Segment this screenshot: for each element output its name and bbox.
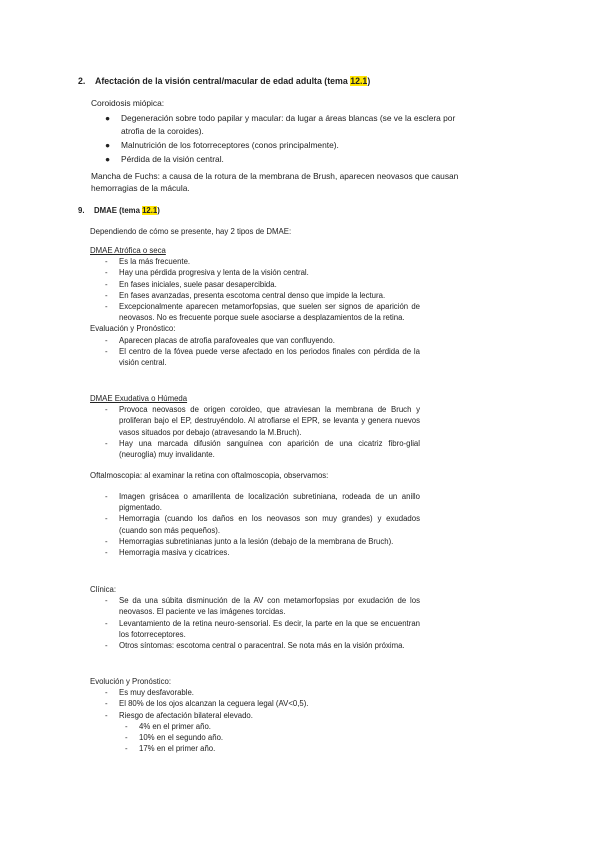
- dash-icon: -: [125, 721, 128, 731]
- exudativa-list: [90, 404, 420, 460]
- list-item: [90, 335, 420, 346]
- list-item-text: 17% en el primer año.: [139, 744, 216, 754]
- list-item: [90, 710, 420, 721]
- dash-icon: -: [105, 335, 108, 345]
- section-9-heading: [78, 205, 160, 216]
- coroidosis-list: [91, 112, 463, 166]
- coroidosis-title: Coroidosis miópica:: [91, 98, 165, 108]
- list-item-text: 4% en el primer año.: [139, 721, 211, 731]
- list-item-text: Riesgo de afectación bilateral elevado.: [119, 710, 253, 720]
- section-9-title: DMAE (tema: [94, 206, 143, 215]
- clinica-heading: Clínica:: [90, 585, 116, 594]
- list-item-text: Imagen grisácea o amarillenta de localización subretiniana, rodeada de un anillo pigmentado.: [119, 492, 420, 513]
- list-item-text: 10% en el segundo año.: [139, 733, 224, 743]
- oftalmoscopia-block: [90, 491, 420, 558]
- list-item: [90, 513, 420, 535]
- section-2-number: 2.: [78, 76, 86, 86]
- list-item: [90, 721, 420, 732]
- list-item: [90, 698, 420, 709]
- list-item-text: El centro de la fóvea puede verse afectado en los periodos finales con pérdida de la visión central.: [119, 346, 420, 368]
- evolucion-heading: Evolución y Pronóstico:: [90, 677, 172, 686]
- list-item-text: Degeneración sobre todo papilar y macular: da lugar a áreas blancas (se ve la esclera por atrofia de la coroides).: [121, 113, 456, 136]
- atrofica-heading: DMAE Atrófica o seca: [90, 246, 166, 255]
- dash-icon: -: [105, 618, 108, 628]
- list-item-text: Levantamiento de la retina neuro-sensorial. Es decir, la parte en la que se encuentran los fotorreceptores.: [119, 618, 420, 639]
- list-item: [90, 301, 420, 323]
- list-item: [90, 267, 420, 278]
- dash-icon: -: [105, 699, 108, 709]
- list-item-text: Provoca neovasos de origen coroideo, que atraviesan la membrana de Bruch y proliferan bajo el EP, destruyéndolo. Al atrofiarse el EPR, se levanta y genera nuevos vasos situados por debajo (atravesando la M.Bruch).: [119, 405, 420, 437]
- clinica-list: [90, 595, 420, 651]
- atrofica-eval-heading: Evaluación y Pronóstico:: [90, 324, 176, 334]
- dash-icon: -: [105, 438, 108, 448]
- dash-icon: -: [125, 744, 128, 754]
- list-item-text: Pérdida de la visión central.: [121, 154, 224, 165]
- list-item-text: Otros síntomas: escotoma central o paracentral. Se nota más en la visión próxima.: [119, 641, 405, 651]
- oftalmoscopia-list: [90, 491, 420, 558]
- dash-icon: -: [105, 548, 108, 558]
- list-item: [90, 595, 420, 617]
- list-item: [91, 153, 463, 165]
- list-item: [90, 256, 420, 267]
- list-item-text: Malnutrición de los fotorreceptores (conos principalmente).: [121, 140, 339, 151]
- section-2-tema-highlight: 12.1: [350, 76, 368, 86]
- evolucion-sublist: [90, 721, 420, 755]
- fuchs-paragraph: Mancha de Fuchs: a causa de la rotura de la membrana de Brush, aparecen neovasos que causan hemorragias de la mácula.: [91, 171, 459, 194]
- dash-icon: -: [105, 514, 108, 524]
- list-item-text: El 80% de los ojos alcanzan la ceguera legal (AV<0,5).: [119, 699, 309, 709]
- dash-icon: -: [125, 733, 128, 743]
- section-2-title: Afectación de la visión central/macular de edad adulta (tema: [95, 76, 351, 86]
- list-item: [90, 491, 420, 513]
- exudativa-block: [90, 393, 420, 460]
- dash-icon: -: [105, 302, 108, 312]
- dash-icon: -: [105, 536, 108, 546]
- list-item-text: Aparecen placas de atrofia parafoveales que van confluyendo.: [119, 335, 335, 345]
- section-9-title-close: ): [157, 206, 160, 215]
- list-item-text: Se da una súbita disminución de la AV con metamorfopsias por exudación de los neovasos. El paciente ve las imágenes torcidas.: [119, 596, 420, 617]
- list-item: [90, 279, 420, 290]
- list-item-text: Es muy desfavorable.: [119, 688, 194, 698]
- coroidosis-block: [91, 98, 463, 168]
- list-item: [90, 743, 420, 754]
- section-9-tema-highlight: 12.1: [142, 206, 158, 215]
- section-2-heading: [78, 76, 370, 87]
- bullet-icon: ●: [105, 154, 111, 165]
- dash-icon: -: [105, 268, 108, 278]
- dmae-intro: Dependiendo de cómo se presente, hay 2 tipos de DMAE:: [90, 227, 292, 236]
- oftalmoscopia-heading: Oftalmoscopia: al examinar la retina con oftalmoscopia, observamos:: [90, 471, 329, 480]
- section-2-title-close: ): [367, 76, 371, 86]
- dash-icon: -: [105, 290, 108, 300]
- clinica-block: [90, 584, 420, 651]
- dash-icon: -: [105, 492, 108, 501]
- list-item-text: Excepcionalmente aparecen metamorfopsias, que suelen ser signos de aparición de neovasos. No es frecuente porque suele asociarse a desplazamientos de la retina.: [119, 302, 420, 323]
- atrofica-list: [90, 256, 420, 323]
- list-item: [90, 618, 420, 640]
- dash-icon: -: [105, 641, 108, 651]
- list-item-text: Hemorragias subretinianas junto a la lesión (debajo de la membrana de Bruch).: [119, 536, 394, 546]
- dash-icon: -: [105, 346, 108, 356]
- exudativa-heading: DMAE Exudativa o Húmeda: [90, 394, 188, 403]
- atrofica-block: [90, 245, 420, 368]
- dash-icon: -: [105, 279, 108, 289]
- section-9-number: 9.: [78, 206, 85, 215]
- list-item: [90, 732, 420, 743]
- list-item-text: Hay una pérdida progresiva y lenta de la visión central.: [119, 268, 309, 278]
- dash-icon: -: [105, 257, 108, 267]
- list-item: [90, 346, 420, 368]
- list-item-text: En fases iniciales, suele pasar desapercibida.: [119, 279, 277, 289]
- bullet-icon: ●: [105, 140, 111, 151]
- list-item: [90, 640, 420, 651]
- list-item-text: En fases avanzadas, presenta escotoma central denso que impide la lectura.: [119, 290, 386, 300]
- list-item-text: Es la más frecuente.: [119, 257, 191, 267]
- list-item: [90, 438, 420, 460]
- list-item-text: Hay una marcada difusión sanguínea con aparición de una cicatriz fibro-glial (neuroglia) muy invalidante.: [119, 438, 420, 460]
- evolucion-block: [90, 676, 420, 754]
- list-item: [90, 687, 420, 698]
- dash-icon: -: [105, 688, 108, 698]
- list-item-text: Hemorragia masiva y cicatrices.: [119, 548, 230, 558]
- atrofica-eval-list: [90, 335, 420, 369]
- list-item: [91, 112, 463, 137]
- list-item: [90, 547, 420, 558]
- list-item: [90, 290, 420, 301]
- dash-icon: -: [105, 405, 108, 415]
- evolucion-list: [90, 687, 420, 721]
- list-item: [90, 536, 420, 547]
- bullet-icon: ●: [105, 113, 111, 124]
- dash-icon: -: [105, 596, 108, 606]
- list-item-text: Hemorragia (cuando los daños en los neovasos son muy grandes) y exudados (cuando son más pequeños).: [119, 514, 420, 535]
- list-item: [91, 139, 463, 151]
- list-item: [90, 404, 420, 438]
- dash-icon: -: [105, 710, 108, 720]
